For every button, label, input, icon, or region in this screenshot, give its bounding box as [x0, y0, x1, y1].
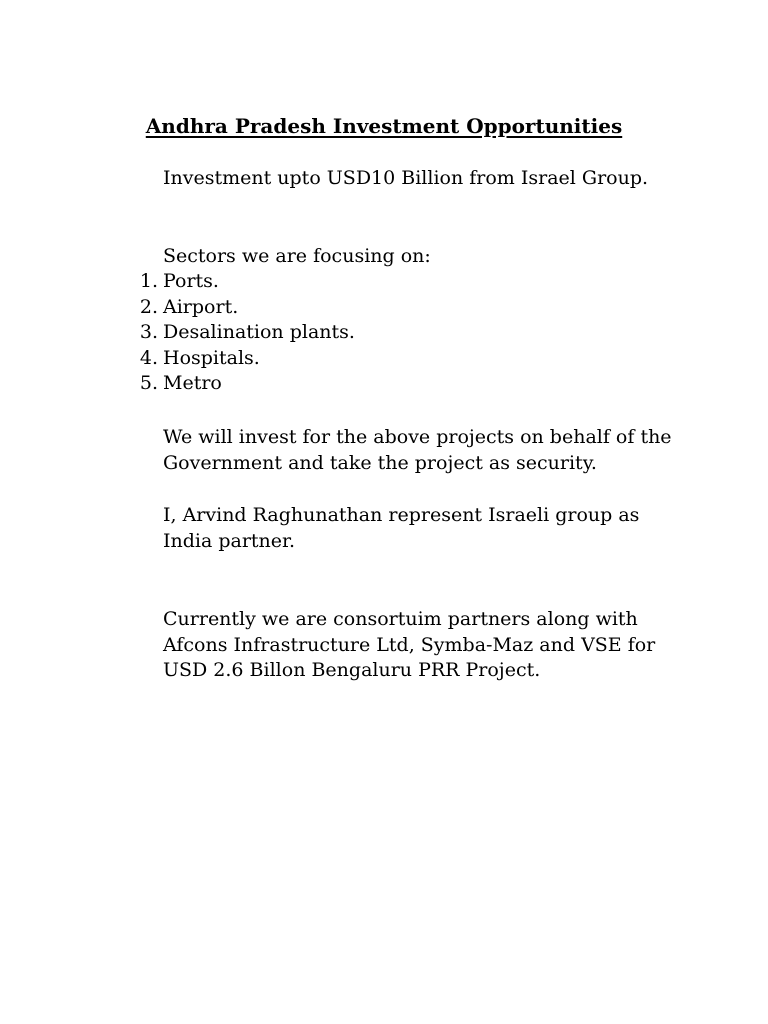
list-item-label: Airport.: [163, 295, 239, 318]
list-item: [139, 320, 355, 346]
list-item: [139, 295, 355, 321]
sector-list: [139, 269, 355, 397]
list-item-number: 4.: [139, 346, 158, 369]
list-item: [139, 371, 355, 397]
list-item-number: 1.: [139, 270, 158, 292]
list-item: [139, 269, 355, 295]
intro-paragraph: Investment upto USD10 Billion from Israel Group.: [163, 167, 649, 189]
list-item: [139, 346, 355, 372]
document-title: Andhra Pradesh Investment Opportunities: [145, 114, 623, 138]
list-item-label: Hospitals.: [163, 346, 260, 369]
invest-paragraph: We will invest for the above projects on behalf of the Government and take the project as security.: [163, 426, 672, 474]
list-item-label: Ports.: [163, 270, 219, 292]
list-item-number: 5.: [139, 372, 158, 394]
consortium-paragraph: Currently we are consortuim partners along with Afcons Infrastructure Ltd, Symba-Maz and VSE for USD 2.6 Billon Bengaluru PRR Project.: [163, 608, 656, 681]
sectors-heading: Sectors we are focusing on:: [163, 245, 431, 267]
list-item-number: 2.: [139, 295, 158, 318]
represent-paragraph: I, Arvind Raghunathan represent Israeli group as India partner.: [163, 504, 640, 552]
list-item-label: Desalination plants.: [163, 321, 355, 343]
list-item-label: Metro: [163, 372, 222, 394]
list-item-number: 3.: [139, 321, 158, 343]
